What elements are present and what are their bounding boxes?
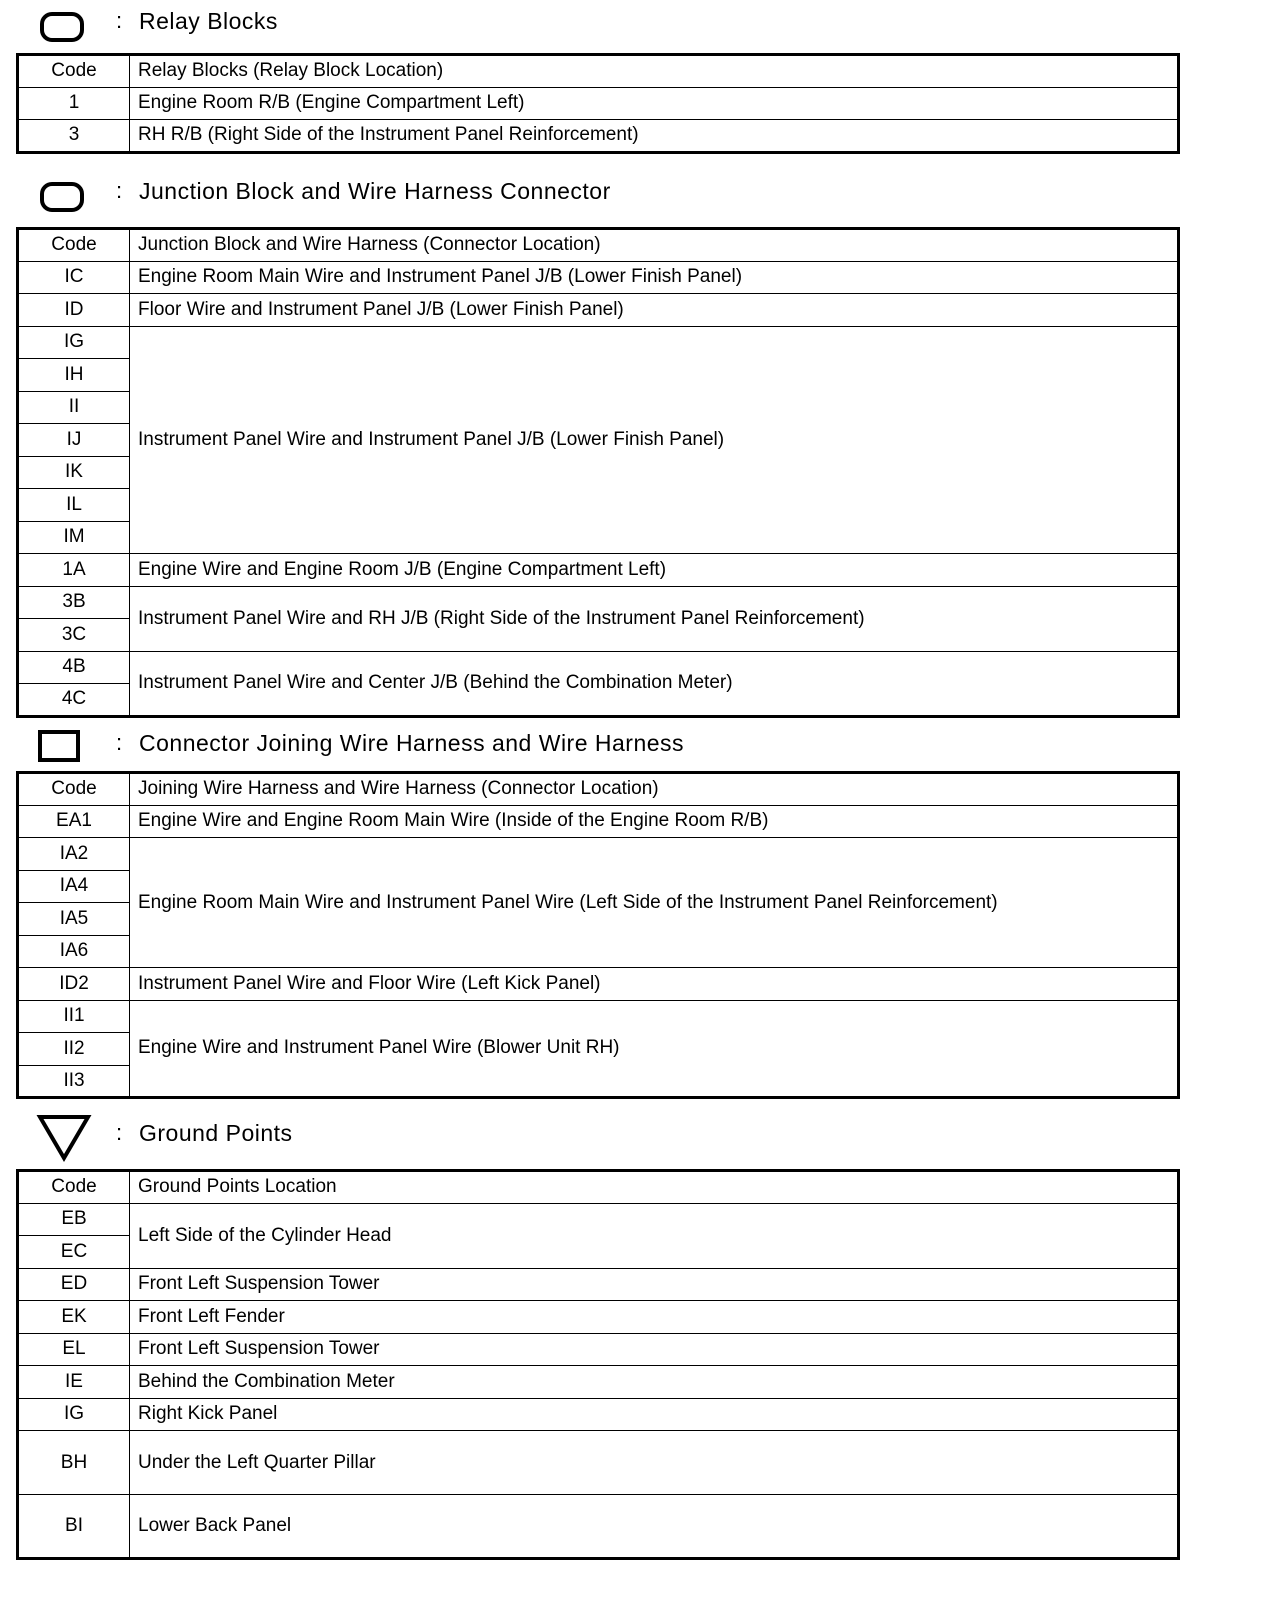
code-cell: II3	[18, 1065, 130, 1098]
location-cell: Front Left Fender	[130, 1301, 1179, 1334]
table-row	[18, 805, 1179, 838]
location-cell: Front Left Suspension Tower	[130, 1333, 1179, 1366]
connector-table	[16, 771, 1180, 1099]
table-row	[18, 1000, 1179, 1033]
table-row	[18, 968, 1179, 1001]
code-cell: IK	[18, 456, 130, 489]
location-cell: Engine Wire and Instrument Panel Wire (Blower Unit RH)	[130, 1000, 1179, 1098]
square-icon	[38, 730, 80, 762]
location-cell: Instrument Panel Wire and Instrument Panel J/B (Lower Finish Panel)	[130, 326, 1179, 554]
code-cell: EB	[18, 1203, 130, 1236]
code-cell: IA5	[18, 903, 130, 936]
code-cell: IL	[18, 489, 130, 522]
code-cell: BH	[18, 1431, 130, 1495]
rounded-rect-icon	[40, 12, 84, 42]
code-cell: BI	[18, 1495, 130, 1559]
location-cell: Right Kick Panel	[130, 1398, 1179, 1431]
location-cell: Left Side of the Cylinder Head	[130, 1203, 1179, 1268]
location-cell: Engine Wire and Engine Room J/B (Engine Compartment Left)	[130, 554, 1179, 587]
header-colon: :	[116, 730, 123, 755]
header-code: Code	[18, 229, 130, 262]
code-cell: ID2	[18, 968, 130, 1001]
code-cell: 1	[18, 87, 130, 120]
header-code: Code	[18, 55, 130, 88]
code-cell: 3C	[18, 619, 130, 652]
code-cell: IM	[18, 521, 130, 554]
header-colon: :	[116, 178, 123, 203]
location-cell: Behind the Combination Meter	[130, 1366, 1179, 1399]
header-description: Ground Points Location	[130, 1171, 1179, 1204]
code-cell: IG	[18, 326, 130, 359]
code-cell: IC	[18, 261, 130, 294]
location-cell: RH R/B (Right Side of the Instrument Panel Reinforcement)	[130, 120, 1179, 153]
code-cell: IA6	[18, 935, 130, 968]
table-row	[18, 586, 1179, 619]
table-row	[18, 554, 1179, 587]
junction-block-header	[36, 170, 1216, 220]
code-cell: IG	[18, 1398, 130, 1431]
code-cell: IJ	[18, 424, 130, 457]
section-title: Junction Block and Wire Harness Connector	[139, 178, 611, 204]
location-cell: Engine Room Main Wire and Instrument Panel J/B (Lower Finish Panel)	[130, 261, 1179, 294]
triangle-down-icon	[36, 1112, 92, 1162]
code-cell: 3B	[18, 586, 130, 619]
location-cell: Engine Room R/B (Engine Compartment Left)	[130, 87, 1179, 120]
location-cell: Floor Wire and Instrument Panel J/B (Lower Finish Panel)	[130, 294, 1179, 327]
table-row	[18, 1366, 1179, 1399]
location-cell: Engine Wire and Engine Room Main Wire (Inside of the Engine Room R/B)	[130, 805, 1179, 838]
table-header-row	[18, 1171, 1179, 1204]
table-row	[18, 294, 1179, 327]
table-header-row	[18, 229, 1179, 262]
rounded-rect-icon	[40, 182, 84, 212]
table-row	[18, 1398, 1179, 1431]
table-row	[18, 1495, 1179, 1559]
section-title: Relay Blocks	[139, 8, 278, 34]
junction-block-table	[16, 227, 1180, 718]
table-row	[18, 1301, 1179, 1334]
code-cell: IE	[18, 1366, 130, 1399]
code-cell: ID	[18, 294, 130, 327]
code-cell: ED	[18, 1268, 130, 1301]
table-row	[18, 838, 1179, 871]
code-cell: II2	[18, 1033, 130, 1066]
header-description: Relay Blocks (Relay Block Location)	[130, 55, 1179, 88]
table-row	[18, 1431, 1179, 1495]
connector-header	[36, 722, 1216, 772]
code-cell: EL	[18, 1333, 130, 1366]
code-cell: IH	[18, 359, 130, 392]
ground-points-header	[36, 1112, 1216, 1162]
table-header-row	[18, 55, 1179, 88]
code-cell: 4B	[18, 651, 130, 684]
code-cell: EK	[18, 1301, 130, 1334]
code-cell: EC	[18, 1236, 130, 1269]
code-cell: IA2	[18, 838, 130, 871]
table-row	[18, 1268, 1179, 1301]
table-header-row	[18, 773, 1179, 806]
table-row	[18, 651, 1179, 684]
ground-points-table	[16, 1169, 1180, 1560]
relay-blocks-table	[16, 53, 1180, 154]
location-cell: Engine Room Main Wire and Instrument Panel Wire (Left Side of the Instrument Panel Reinforcement)	[130, 838, 1179, 968]
location-cell: Under the Left Quarter Pillar	[130, 1431, 1179, 1495]
table-row	[18, 1333, 1179, 1366]
header-code: Code	[18, 1171, 130, 1204]
code-cell: 4C	[18, 684, 130, 717]
header-description: Joining Wire Harness and Wire Harness (Connector Location)	[130, 773, 1179, 806]
table-row	[18, 261, 1179, 294]
header-description: Junction Block and Wire Harness (Connector Location)	[130, 229, 1179, 262]
header-colon: :	[116, 1120, 123, 1145]
code-cell: 1A	[18, 554, 130, 587]
code-cell: II	[18, 391, 130, 424]
table-row	[18, 87, 1179, 120]
location-cell: Instrument Panel Wire and Floor Wire (Left Kick Panel)	[130, 968, 1179, 1001]
table-row	[18, 326, 1179, 359]
table-row	[18, 1203, 1179, 1236]
location-cell: Front Left Suspension Tower	[130, 1268, 1179, 1301]
header-colon: :	[116, 8, 123, 33]
location-cell: Instrument Panel Wire and RH J/B (Right Side of the Instrument Panel Reinforcement)	[130, 586, 1179, 651]
code-cell: IA4	[18, 870, 130, 903]
code-cell: II1	[18, 1000, 130, 1033]
location-cell: Lower Back Panel	[130, 1495, 1179, 1559]
table-row	[18, 120, 1179, 153]
code-cell: 3	[18, 120, 130, 153]
location-cell: Instrument Panel Wire and Center J/B (Behind the Combination Meter)	[130, 651, 1179, 716]
code-cell: EA1	[18, 805, 130, 838]
section-title: Ground Points	[139, 1120, 293, 1146]
header-code: Code	[18, 773, 130, 806]
relay-blocks-header	[36, 0, 1216, 50]
section-title: Connector Joining Wire Harness and Wire Harness	[139, 730, 685, 756]
